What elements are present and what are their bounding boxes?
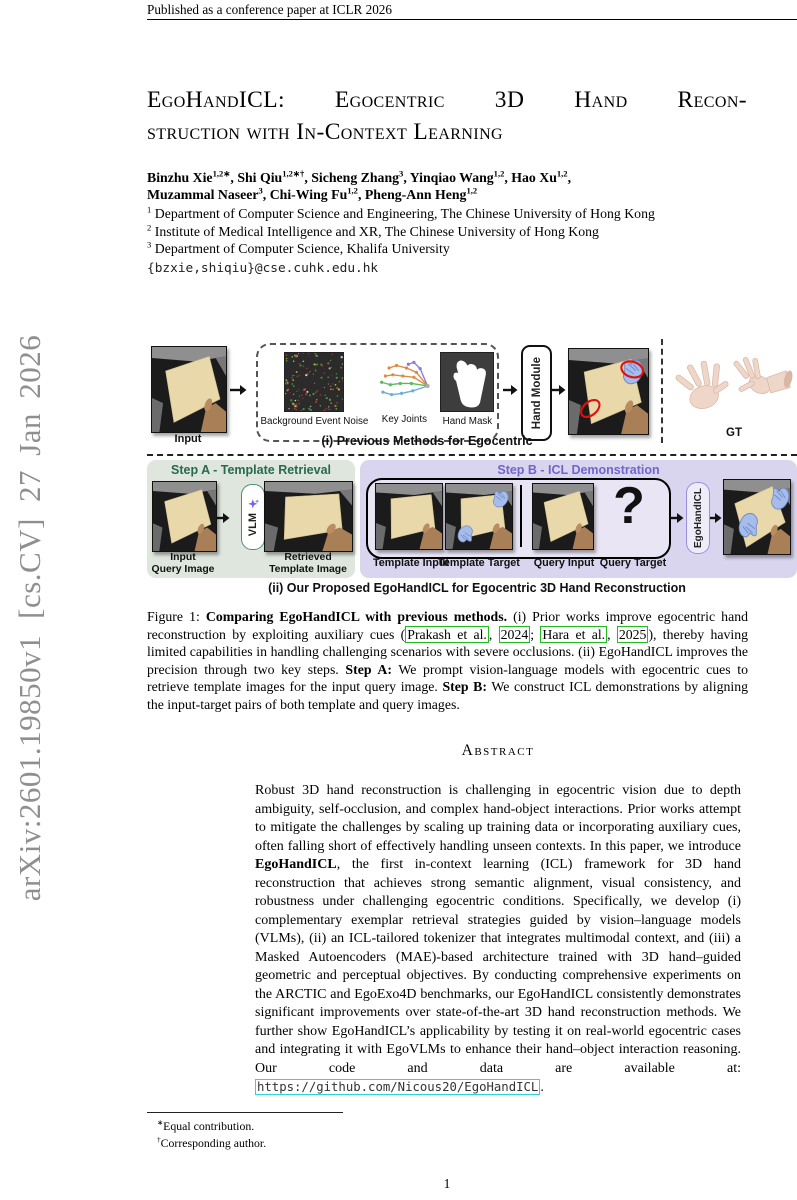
retrieved-template-label	[264, 552, 352, 576]
egohandicl-label: EgoHandICL	[692, 488, 704, 548]
citation-link[interactable]: 2025	[618, 626, 647, 642]
paper-title	[147, 84, 747, 148]
arrow-icon	[551, 384, 566, 396]
footnote-rule	[147, 1112, 343, 1113]
template-target-label: Template Target	[438, 557, 520, 569]
hand-mask-image	[440, 352, 494, 412]
hand-module-box	[521, 345, 552, 441]
gt-hands-icon	[675, 347, 793, 425]
background-event-noise-cue	[261, 352, 369, 427]
icl-demonstration-box	[366, 478, 671, 559]
citation-link[interactable]: Prakash et al.	[407, 626, 487, 642]
gt-hands-image	[675, 347, 793, 425]
retrieved-template-label-line1: Retrieved	[284, 552, 332, 563]
citation-link[interactable]: 2024	[500, 626, 529, 642]
arrow-icon	[710, 512, 722, 524]
query-input-label: Query Input	[533, 557, 595, 569]
author-block	[147, 170, 767, 278]
arrow-icon	[230, 384, 247, 396]
background-event-noise-image	[284, 352, 344, 412]
figure-parts-divider	[147, 454, 797, 456]
vlm-box	[241, 484, 265, 550]
hand-mask-label: Hand Mask	[442, 416, 493, 427]
footnotes: ∗Equal contribution. †Corresponding author.	[157, 1118, 267, 1150]
key-joints-cue	[373, 352, 435, 425]
hand-skeleton-icon	[373, 352, 435, 410]
paper-title-line2: struction with In-Context Learning	[147, 119, 503, 145]
github-link[interactable]: https://github.com/Nicous20/EgoHandICL	[257, 1080, 539, 1094]
figure-part2-caption: (ii) Our Proposed EgoHandICL for Egocentric 3D Hand Reconstruction	[268, 581, 686, 595]
paper-title-line1: EgoHandICL: Egocentric 3D Hand Recon-	[147, 87, 747, 113]
query-image-label-line2: Query Image	[151, 563, 215, 575]
arrow-icon	[217, 512, 230, 524]
template-input-photo	[375, 483, 443, 550]
header-text: Published as a conference paper at ICLR 2026	[147, 2, 392, 17]
arxiv-watermark: arXiv:2601.19850v1 [cs.CV] 27 Jan 2026	[12, 334, 47, 902]
query-image-label	[147, 552, 219, 576]
auxiliary-cues-box	[256, 343, 499, 442]
abstract-heading: Abstract	[461, 742, 535, 759]
step-b-title: Step B - ICL Demonstration	[497, 463, 660, 477]
icl-pair-divider	[520, 485, 522, 547]
input-photo	[151, 346, 227, 433]
header-rule	[147, 19, 797, 20]
step-b-panel	[360, 460, 797, 578]
retrieved-template-label-line2: Template Image	[269, 563, 347, 575]
hand-mask-icon	[441, 353, 493, 411]
query-target-placeholder: ?	[613, 477, 645, 535]
sparkle-icon	[247, 498, 260, 511]
gt-label: GT	[726, 427, 742, 439]
gt-divider	[661, 339, 663, 443]
hand-module-label: Hand Module	[530, 356, 543, 430]
author-line-2: Muzammal Naseer$^3$, Chi-Wing Fu$^{1,2}$, Pheng-Ann Heng$^{1,2}$	[147, 185, 478, 202]
input-photo-label: Input	[174, 433, 202, 445]
template-input-label: Template Input	[373, 557, 449, 569]
previous-method-result-photo	[568, 348, 649, 435]
author-line-1: Binzhu Xie$^{1,2∗}$, Shi Qiu$^{1,2∗\dagger}$, Sicheng Zhang$^3$, Yinqiao Wang$^{1,2}$, Hao Xu$^{1,2}$,	[147, 168, 572, 185]
vlm-label: VLM	[247, 512, 259, 537]
arrow-icon	[670, 512, 684, 524]
contact-email[interactable]: {bzxie,shiqiu}@cse.cuhk.edu.hk	[147, 260, 379, 276]
egohandicl-output-photo	[723, 479, 791, 555]
citation-link[interactable]: Hara et al.	[542, 626, 606, 642]
figure-1-caption: Figure 1: Comparing EgoHandICL with previous methods. (i) Prior works improve egocentric hand reconstruction by exploiting auxiliary cues ( Prakash et al. , 2024 ; Hara et al. , 2025 ), thereby having limited capabilities in handling challenging scenarios with severe occlusions. (ii) EgoHandICL improves the precision through two key steps. Step A: We prompt vision-language models with egocentric cues to retrieve template images for the input query image. Step B: We construct ICL demonstrations by aligning the input-target pairs of both template and query images.	[147, 609, 749, 712]
query-image-label-line1: Input	[170, 552, 196, 563]
template-target-photo	[445, 483, 513, 550]
hand-mask-cue	[440, 352, 494, 427]
query-input-photo	[532, 483, 594, 550]
retrieved-template-photo	[264, 481, 353, 552]
abstract-body: Robust 3D hand reconstruction is challenging in egocentric vision due to depth ambiguity, self-occlusion, and complex hand-object interactions. Prior works attempt to mitigate the challenges by scaling up training data or incorporating auxiliary cues, often falling short of effectively handling unseen contexts. In this paper, we introduce EgoHandICL, the first in-context learning (ICL) framework for 3D hand reconstruction that achieves strong semantic alignment, visual consistency, and robustness under challenging egocentric conditions. Specifically, we develop (i) complementary exemplar retrieval strategies guided by vision–language models (VLMs), (ii) an ICL-tailored tokenizer that integrates multimodal context, and (iii) a Masked Autoencoders (MAE)-based architecture trained with 3D hand–guided geometric and perceptual objectives. By conducting comprehensive experiments on the ARCTIC and EgoExo4D benchmarks, our EgoHandICL consistently demonstrates significant improvements over state-of-the-art 3D hand reconstruction methods. We further show EgoHandICL’s applicability by testing it on real-world egocentric cases and integrating it with EgoVLMs to enhance their hand–object interaction reasoning. Our code and data are available at: https://github.com/Nicous20/EgoHandICL .	[255, 783, 741, 1095]
egohandicl-box	[686, 482, 710, 554]
query-image-photo	[152, 481, 217, 552]
page-number: 1	[443, 1176, 451, 1191]
figure-part1-caption: (i) Previous Methods for Egocentric	[321, 434, 533, 448]
step-a-title: Step A - Template Retrieval	[171, 463, 331, 477]
background-event-noise-label: Background Event Noise	[260, 416, 369, 427]
query-target-label: Query Target	[599, 557, 667, 569]
affiliations: $^1$ Department of Computer Science and Engineering, The Chinese University of Hong Kong $^2$ Institute of Medical Intelligence and XR, The Chinese University of Hong Kong $^3$ Department of Computer Science, Khalifa University	[147, 204, 655, 257]
key-joints-image	[373, 352, 435, 410]
key-joints-label: Key Joints	[381, 414, 427, 425]
step-a-panel	[147, 460, 355, 578]
figure-1	[147, 337, 797, 607]
arrow-icon	[503, 384, 518, 396]
